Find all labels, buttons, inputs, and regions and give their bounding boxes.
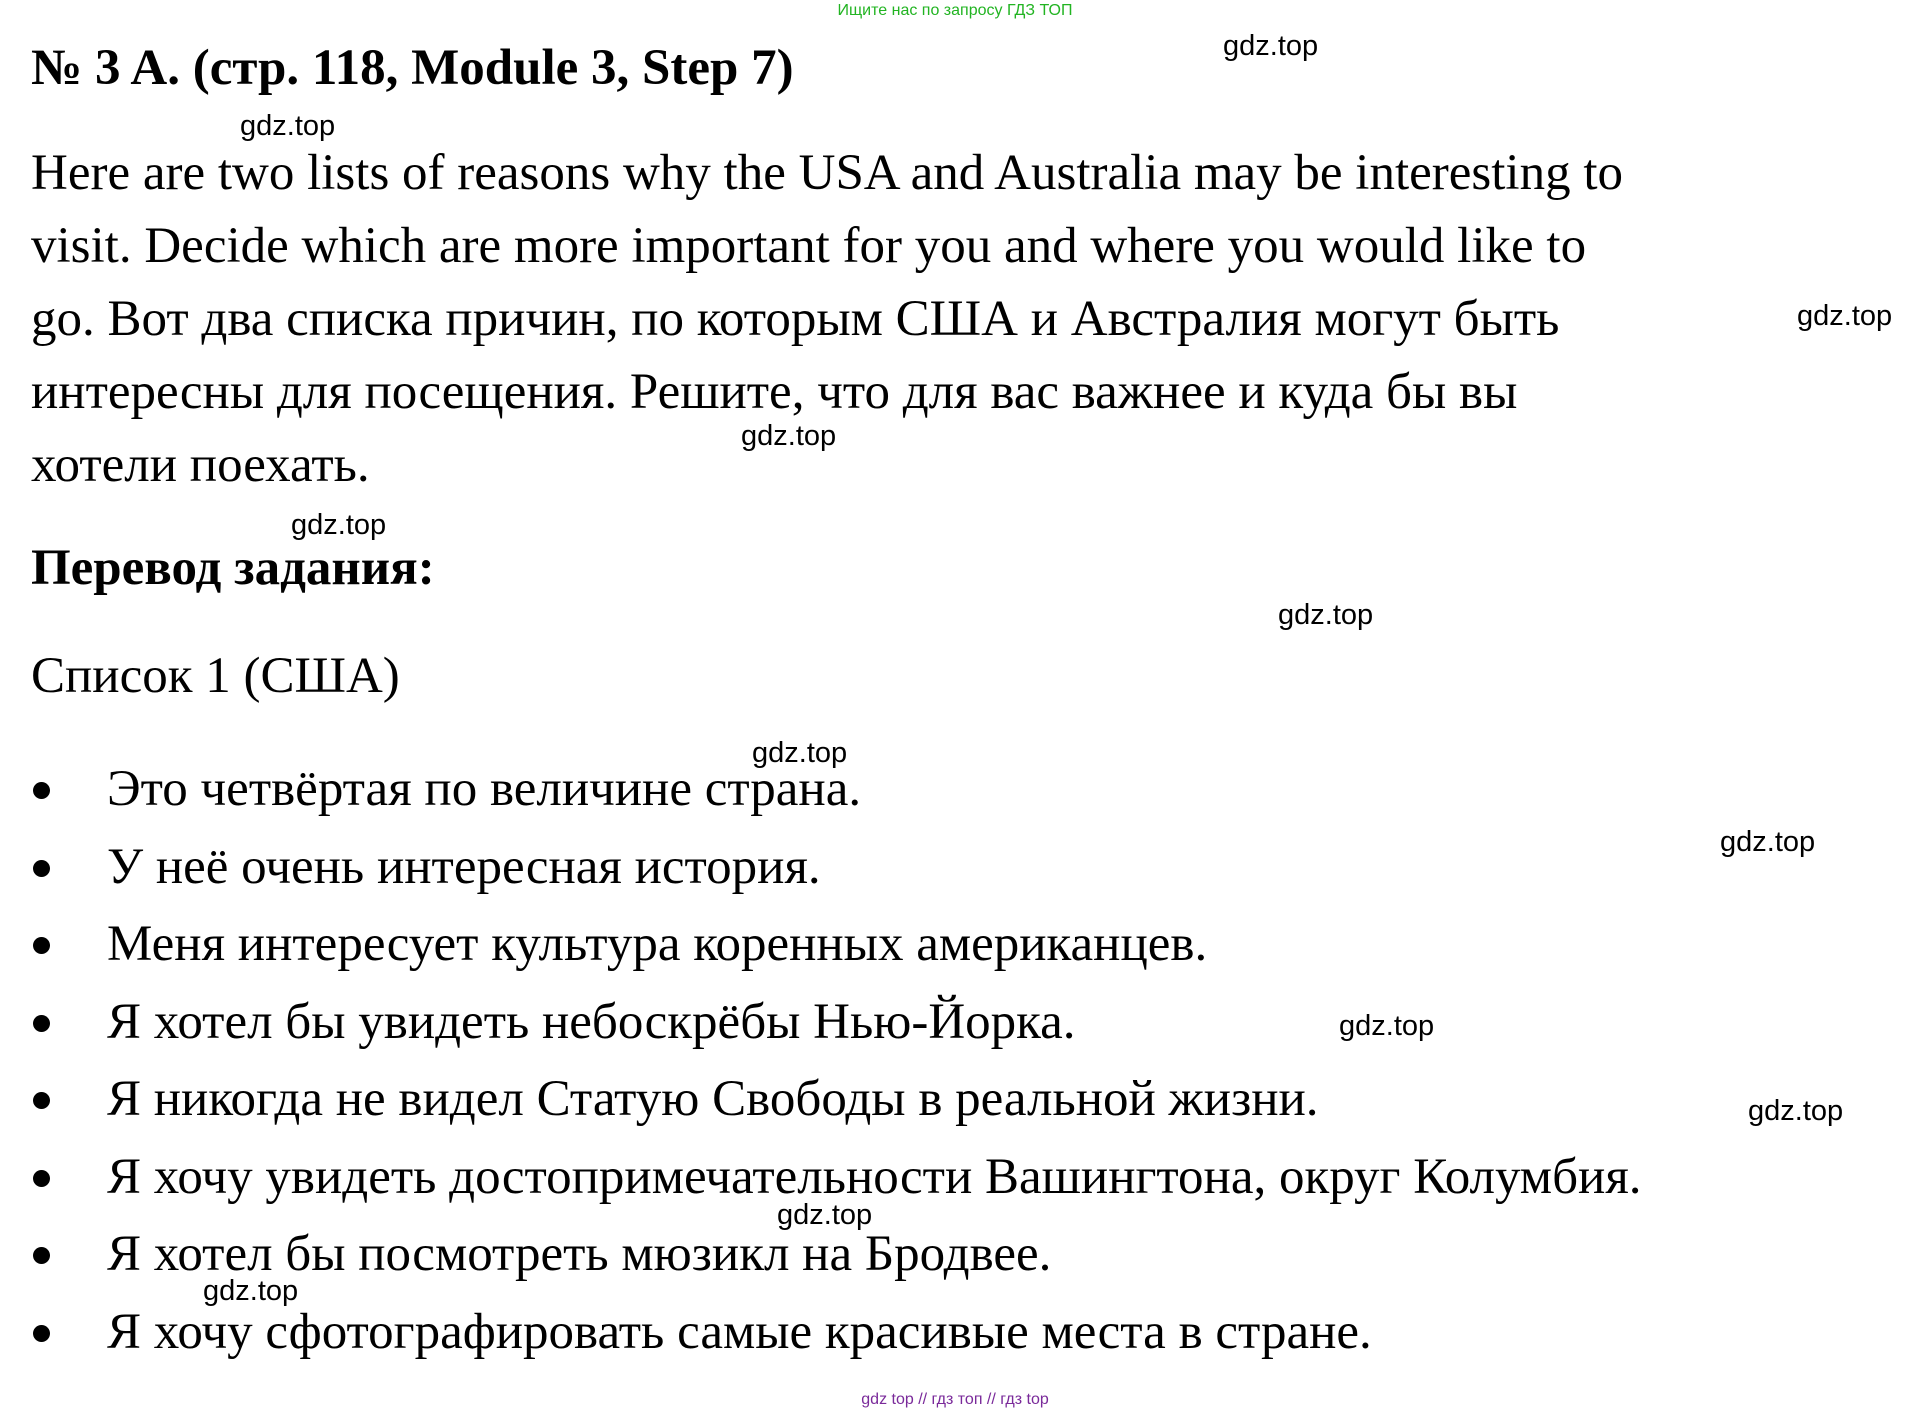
top-banner[interactable]: Ищите нас по запросу ГДЗ ТОП (837, 2, 1073, 19)
bullet-icon (33, 937, 50, 954)
watermark: gdz.top (1339, 1010, 1435, 1042)
watermark: gdz.top (741, 420, 837, 452)
watermark: gdz.top (1278, 599, 1374, 631)
exercise-title: № 3 A. (стр. 118, Module 3, Step 7) (31, 40, 794, 96)
task-paragraph (31, 137, 1891, 502)
list-item-text: Я хотел бы увидеть небоскрёбы Нью-Йорка. (107, 993, 1076, 1050)
bullet-icon (33, 782, 50, 799)
watermark: gdz.top (752, 737, 848, 769)
watermark: gdz.top (240, 110, 336, 142)
list-item-text: Я хочу увидеть достопримечательности Вашингтона, округ Колумбия. (107, 1148, 1642, 1205)
watermark: gdz.top (291, 509, 387, 541)
bullet-icon (33, 1015, 50, 1032)
bullet-icon (33, 860, 50, 877)
watermark: gdz.top (1223, 30, 1319, 62)
list-item-text: Я никогда не видел Статую Свободы в реальной жизни. (107, 1071, 1319, 1127)
list-item-text: Меня интересует культура коренных американцев. (107, 916, 1208, 972)
footer-links[interactable]: gdz top // гдз топ // гдз top (861, 1391, 1049, 1408)
paragraph-line: интересны для посещения. Решите, что для вас важнее и куда бы вы (31, 364, 1518, 420)
bullet-icon (33, 1247, 50, 1264)
list-heading: Список 1 (США) (31, 648, 400, 704)
watermark: gdz.top (203, 1275, 299, 1307)
watermark: gdz.top (777, 1199, 873, 1231)
watermark: gdz.top (1720, 826, 1816, 858)
list-item-text: Я хотел бы посмотреть мюзикл на Бродвее. (107, 1226, 1052, 1282)
list-item-text: Это четвёртая по величине страна. (107, 761, 862, 817)
watermark: gdz.top (1748, 1095, 1844, 1127)
paragraph-line: Here are two lists of reasons why the USA and Australia may be interesting to (31, 145, 1623, 201)
bullet-icon (33, 1325, 50, 1342)
bullet-icon (33, 1092, 50, 1109)
watermark: gdz.top (1797, 300, 1893, 332)
translation-heading: Перевод задания: (31, 540, 435, 596)
paragraph-line: go. Вот два списка причин, по которым США и Австралия могут быть (31, 291, 1560, 347)
list-item-text: Я хочу сфотографировать самые красивые места в стране. (107, 1303, 1372, 1360)
list-item-text: У неё очень интересная история. (107, 838, 821, 895)
paragraph-line: visit. Decide which are more important for you and where you would like to (31, 218, 1587, 274)
bullet-icon (33, 1170, 50, 1187)
paragraph-line: хотели поехать. (31, 437, 370, 493)
